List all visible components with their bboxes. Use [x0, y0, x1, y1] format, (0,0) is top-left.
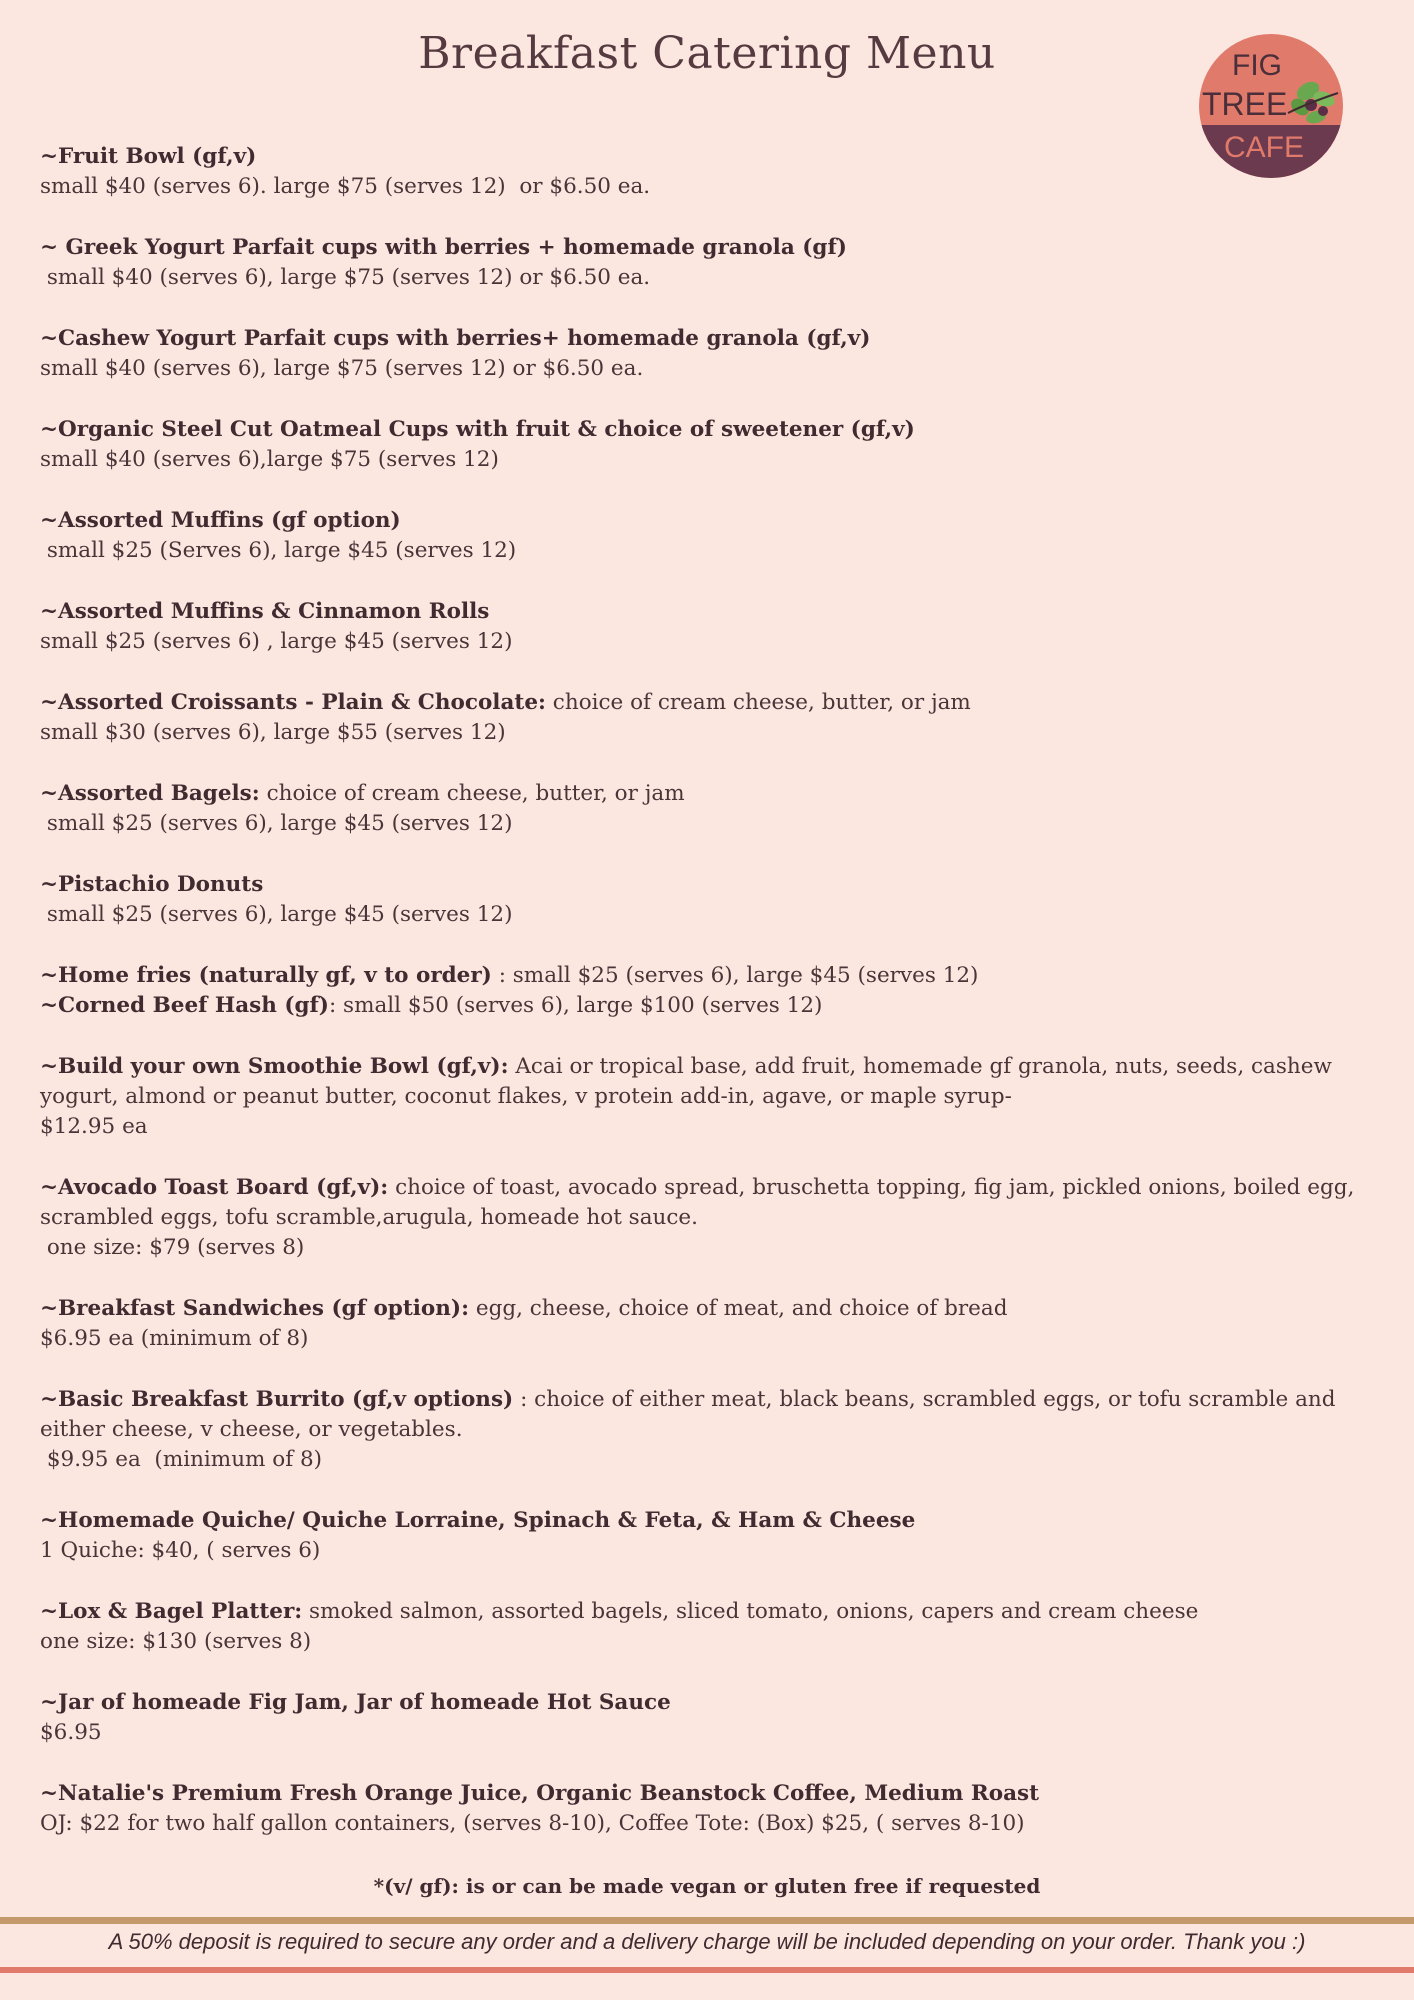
menu-item-heading: [40, 233, 1380, 263]
menu-item-price: small $30 (serves 6), large $55 (serves 12): [40, 720, 506, 745]
menu-item-name: ~Basic Breakfast Burrito (gf,v options): [40, 1387, 514, 1412]
menu-item-heading: [40, 1597, 1380, 1627]
deposit-footer: A 50% deposit is required to secure any order and a delivery charge will be included depending on your order. Thank you :): [108, 1929, 1306, 1954]
menu-item-name: ~Fruit Bowl (gf,v): [40, 144, 257, 169]
divider-coral: [0, 1967, 1414, 1973]
divider-gold: [0, 1917, 1414, 1924]
menu-item: [40, 1173, 1380, 1263]
menu-item-description: Acai or tropical base, add fruit, homemade gf granola, nuts, seeds, cashew yogurt, almond or peanut butter, coconut flakes, v protein add-in, agave, or maple syrup-: [40, 1054, 1332, 1109]
menu-item-heading: [40, 688, 1380, 718]
dietary-note: *(v/ gf): is or can be made vegan or gluten free if requested: [373, 1874, 1041, 1898]
menu-item: [40, 142, 1380, 202]
menu-item-price: $12.95 ea: [40, 1114, 148, 1139]
menu-item-name: ~Home fries (naturally gf, v to order): [40, 963, 492, 988]
menu-item-price: small $40 (serves 6). large $75 (serves 12) or $6.50 ea.: [40, 174, 651, 199]
page-title: Breakfast Catering Menu: [418, 28, 996, 79]
menu-item-price: one size: $79 (serves 8): [40, 1235, 305, 1260]
menu-item: [40, 415, 1380, 475]
menu-item-description: smoked salmon, assorted bagels, sliced tomato, onions, capers and cream cheese: [302, 1599, 1199, 1624]
menu-item-description: egg, cheese, choice of meat, and choice of bread: [469, 1296, 1008, 1321]
menu-item-heading: [40, 1294, 1380, 1324]
menu-item-description: : small $25 (serves 6), large $45 (serves 12): [491, 963, 979, 988]
menu-item-name: ~Organic Steel Cut Oatmeal Cups with fruit & choice of sweetener (gf,v): [40, 417, 915, 442]
menu-item-heading: [40, 415, 1380, 445]
menu-items: [40, 142, 1380, 1870]
menu-item: [40, 597, 1380, 657]
menu-item-price: small $25 (serves 6) , large $45 (serves 12): [40, 629, 513, 654]
menu-item-name: ~Corned Beef Hash (gf): [40, 993, 329, 1018]
menu-item-name: ~Breakfast Sandwiches (gf option):: [40, 1296, 470, 1321]
menu-item-price: OJ: $22 for two half gallon containers, (serves 8-10), Coffee Tote: (Box) $25, ( serves 8-10): [40, 1811, 1025, 1836]
menu-item-heading: [40, 870, 1380, 900]
logo-tree-text: TREE: [1202, 86, 1288, 122]
menu-item-heading: [40, 1173, 1380, 1233]
menu-item-name: ~Homemade Quiche/ Quiche Lorraine, Spinach & Feta, & Ham & Cheese: [40, 1508, 916, 1533]
menu-item-description: : choice of either meat, black beans, scrambled eggs, or tofu scramble and either cheese, v cheese, or vegetables.: [40, 1387, 1336, 1442]
menu-item-price: $9.95 ea (minimum of 8): [40, 1447, 323, 1472]
menu-item-price: small $40 (serves 6), large $75 (serves 12) or $6.50 ea.: [40, 356, 644, 381]
menu-item-name: ~Lox & Bagel Platter:: [40, 1599, 303, 1624]
menu-item-heading: [40, 324, 1380, 354]
menu-item: [40, 779, 1380, 839]
logo-fig-text: FIG: [1232, 49, 1282, 82]
menu-item-heading: [40, 991, 1380, 1021]
menu-item-name: ~Pistachio Donuts: [40, 872, 264, 897]
menu-item-heading: [40, 779, 1380, 809]
menu-item-heading: [40, 961, 1380, 991]
menu-item-name: ~Assorted Muffins & Cinnamon Rolls: [40, 599, 490, 624]
menu-item-price: small $25 (serves 6), large $45 (serves 12): [40, 811, 513, 836]
menu-item: [40, 1294, 1380, 1354]
menu-item-price: small $25 (Serves 6), large $45 (serves 12): [40, 538, 517, 563]
menu-item: [40, 1385, 1380, 1475]
menu-item-name: ~Build your own Smoothie Bowl (gf,v):: [40, 1054, 509, 1079]
menu-item: [40, 991, 1380, 1021]
menu-item-heading: [40, 1052, 1380, 1112]
menu-item-heading: [40, 1779, 1380, 1809]
menu-item-heading: [40, 597, 1380, 627]
menu-item-price: 1 Quiche: $40, ( serves 6): [40, 1538, 321, 1563]
menu-item: [40, 233, 1380, 293]
menu-item: [40, 1052, 1380, 1142]
menu-item: [40, 1688, 1380, 1748]
menu-item: [40, 1597, 1380, 1657]
menu-item-description: choice of toast, avocado spread, bruschetta topping, fig jam, pickled onions, boiled egg, scrambled eggs, tofu scramble,arugula, homeade hot sauce.: [40, 1175, 1355, 1230]
menu-item-price: $6.95: [40, 1720, 102, 1745]
menu-item: [40, 688, 1380, 748]
menu-item: [40, 961, 1380, 991]
menu-item-price: small $25 (serves 6), large $45 (serves 12): [40, 902, 513, 927]
menu-item-name: ~Natalie's Premium Fresh Orange Juice, Organic Beanstock Coffee, Medium Roast: [40, 1781, 1040, 1806]
menu-item-description: : small $50 (serves 6), large $100 (serves 12): [328, 993, 823, 1018]
menu-item-heading: [40, 1688, 1380, 1718]
menu-item-heading: [40, 506, 1380, 536]
menu-item-name: ~Jar of homeade Fig Jam, Jar of homeade Hot Sauce: [40, 1690, 671, 1715]
menu-item: [40, 870, 1380, 930]
menu-item: [40, 506, 1380, 566]
menu-item-description: choice of cream cheese, butter, or jam: [545, 690, 971, 715]
menu-item-name: ~Avocado Toast Board (gf,v):: [40, 1175, 389, 1200]
menu-item: [40, 1779, 1380, 1839]
menu-item: [40, 1506, 1380, 1566]
menu-item-price: one size: $130 (serves 8): [40, 1629, 312, 1654]
menu-item-price: small $40 (serves 6), large $75 (serves 12) or $6.50 ea.: [40, 265, 651, 290]
logo-cafe-text: CAFE: [1224, 131, 1305, 164]
menu-item-price: $6.95 ea (minimum of 8): [40, 1326, 309, 1351]
menu-item-name: ~Assorted Muffins (gf option): [40, 508, 401, 533]
menu-item-description: choice of cream cheese, butter, or jam: [259, 781, 685, 806]
menu-item-heading: [40, 1385, 1380, 1445]
menu-item: [40, 324, 1380, 384]
menu-item-price: small $40 (serves 6),large $75 (serves 12): [40, 447, 499, 472]
menu-item-heading: [40, 142, 1380, 172]
menu-item-name: ~Assorted Bagels:: [40, 781, 260, 806]
menu-item-heading: [40, 1506, 1380, 1536]
menu-item-name: ~Assorted Croissants - Plain & Chocolate:: [40, 690, 546, 715]
menu-item-name: ~ Greek Yogurt Parfait cups with berries + homemade granola (gf): [40, 235, 847, 260]
menu-item-name: ~Cashew Yogurt Parfait cups with berries+ homemade granola (gf,v): [40, 326, 871, 351]
